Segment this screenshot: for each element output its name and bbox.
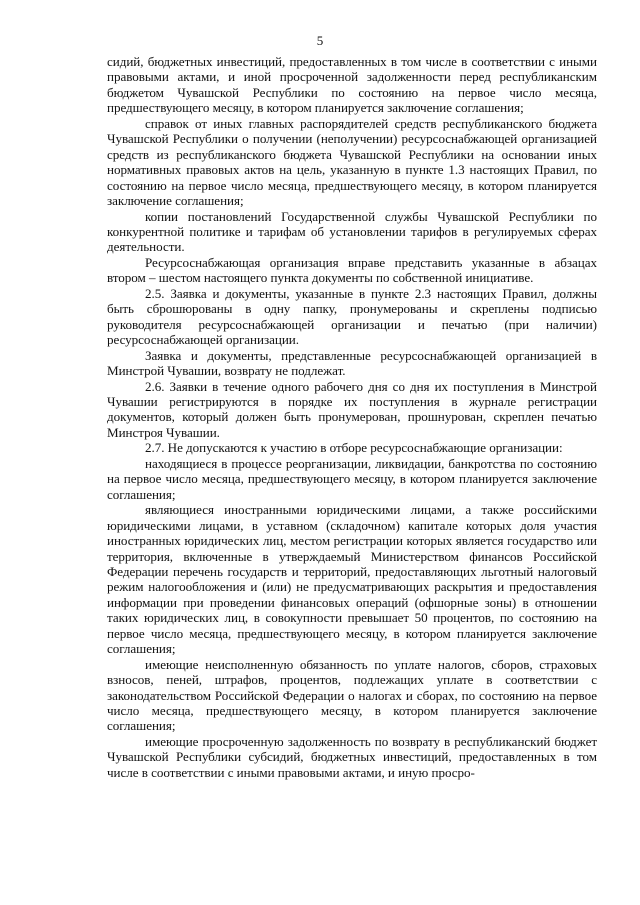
paragraph: 2.6. Заявки в течение одного рабочего дня со дня их поступления в Минстрой Чувашии регистрируются в порядке их поступления в журнале регистрации документов, который должен быть пронумерован, прошнурован, скреплен печатью Минстроя Чувашии. bbox=[107, 378, 597, 440]
paragraph: имеющие просроченную задолженность по возврату в республиканский бюджет Чувашской Республики субсидий, бюджетных инвестиций, предоставленных в том числе в соответствии с иными правовыми актами, и иную просро- bbox=[107, 733, 597, 780]
paragraph: являющиеся иностранными юридическими лицами, а также российскими юридическими лицами, в уставном (складочном) капитале которых доля участия иностранных юридических лиц, местом регистрации которых является государство или территория, включенные в утверждаемый Министерством финансов Российской Федерации перечень государств и территорий, предоставляющих льготный налоговый режим налогообложения и (или) не предусматривающих раскрытия и предоставления информации при проведении финансовых операций (офшорные зоны) в отношении таких юридических лиц, в совокупности превышает 50 процентов, по состоянию на первое число месяца, предшествующего месяцу, в котором планируется заключение соглашения; bbox=[107, 502, 597, 657]
paragraph: копии постановлений Государственной службы Чувашской Республики по конкурентной политике и тарифам об установлении тарифов в регулируемых сферах деятельности. bbox=[107, 208, 597, 255]
paragraph: Заявка и документы, представленные ресурсоснабжающей организацией в Минстрой Чувашии, возврату не подлежат. bbox=[107, 347, 597, 379]
paragraph: находящиеся в процессе реорганизации, ликвидации, банкротства по состоянию на первое число месяца, предшествующего месяцу, в котором планируется заключение соглашения; bbox=[107, 455, 597, 502]
paragraph: 2.7. Не допускаются к участию в отборе ресурсоснабжающие организации: bbox=[145, 440, 563, 456]
paragraph: имеющие неисполненную обязанность по уплате налогов, сборов, страховых взносов, пеней, штрафов, процентов, подлежащих уплате в соответствии с законодательством Российской Федерации о налогах и сборах, по состоянию на первое число месяца, предшествующего месяцу, в котором планируется заключение соглашения; bbox=[107, 656, 597, 734]
paragraph: справок от иных главных распорядителей средств республиканского бюджета Чувашской Республики о получении (неполучении) ресурсоснабжающей организацией средств из республиканского бюджета Чувашской Республики на основании иных нормативных правовых актов на цель, указанную в пункте 1.3 настоящих Правил, по состоянию на первое число месяца, предшествующего месяцу, в котором планируется заключение соглашения; bbox=[107, 115, 597, 209]
paragraph: 2.5. Заявка и документы, указанные в пункте 2.3 настоящих Правил, должны быть сброшюрованы в одну папку, пронумерованы и скреплены подписью руководителя ресурсоснабжающей организации и печатью (при наличии) ресурсоснабжающей организации. bbox=[107, 285, 597, 348]
document-body bbox=[107, 54, 597, 780]
paragraph: сидий, бюджетных инвестиций, предоставленных в том числе в соответствии с иными правовыми актами, и иной просроченной задолженности перед республиканским бюджетом Чувашской Республики по состоянию на первое число месяца, предшествующего месяцу, в котором планируется заключение соглашения; bbox=[107, 54, 597, 116]
page-number: 5 bbox=[316, 33, 324, 48]
paragraph: Ресурсоснабжающая организация вправе представить указанные в абзацах втором – шестом настоящего пункта документы по собственной инициативе. bbox=[107, 254, 597, 286]
